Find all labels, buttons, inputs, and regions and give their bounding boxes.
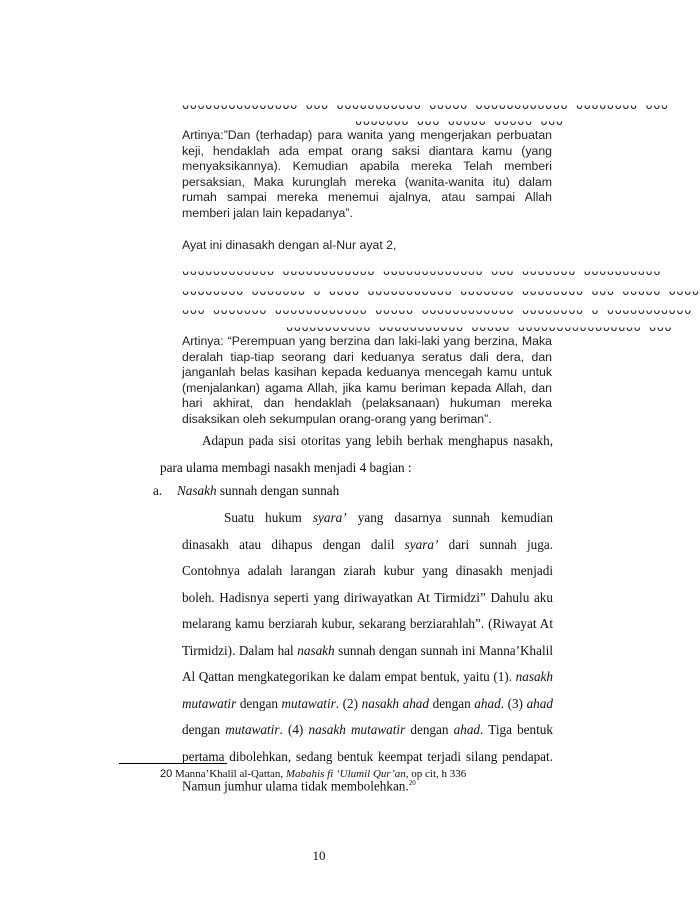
body-text: dengan bbox=[429, 695, 475, 711]
list-item-a-label: a. bbox=[153, 483, 163, 498]
footnote-text: , op cit, h 336 bbox=[405, 768, 467, 780]
body-text: sunnah dengan sunnah ini Manna’Khalil Al Qattan mengkategorikan ke dalam empat bentuk, yaitu (1). bbox=[182, 642, 553, 684]
arabic-verse-1-line-2: ᴗᴗᴗᴗᴗᴗᴗ ᴗᴗᴗ ᴗᴗᴗᴗᴗ ᴗᴗᴗᴗᴗ ᴗᴗᴗ bbox=[355, 114, 564, 128]
body-text: dengan bbox=[182, 722, 226, 737]
body-text: Suatu hukum bbox=[224, 510, 313, 525]
body-text: . (2) bbox=[335, 695, 362, 711]
list-item-a-title-italic: Nasakh bbox=[177, 483, 217, 498]
body-italic: ahad bbox=[474, 695, 501, 711]
footnote-number: 20 bbox=[160, 768, 173, 780]
body-italic: nasakh ahad bbox=[361, 695, 429, 711]
arabic-verse-2-line-1: ᴗᴗᴗᴗᴗᴗᴗᴗᴗᴗᴗᴗ ᴗᴗᴗᴗᴗᴗᴗᴗᴗᴗᴗᴗ ᴗᴗᴗᴗᴗᴗᴗᴗᴗᴗᴗᴗᴗ ᴗᴗᴗ ᴗᴗᴗᴗᴗᴗᴗ ᴗᴗᴗᴗᴗᴗᴗᴗᴗᴗ bbox=[182, 264, 661, 278]
list-item-a bbox=[153, 483, 339, 499]
translation-2: Artinya: “Perempuan yang berzina dan laki-laki yang berzina, Maka deralah tiap-tiap seorang dari keduanya seratus dali dera, dan janganlah belas kasihan kepada keduanya mencegah kamu untuk (menjalankan) agama Allah, jika kamu beriman kepada Allah, dan hari akhirat, dan hendaklah (pelaksanaan) hukuman mereka disaksikan oleh sekumpulan orang-orang yang beriman”. bbox=[182, 334, 552, 426]
arabic-verse-2-line-3: ᴗᴗᴗ ᴗᴗᴗᴗᴗᴗᴗ ᴗᴗᴗᴗᴗᴗᴗᴗᴗᴗᴗᴗ ᴗᴗᴗᴗᴗ ᴗᴗᴗᴗᴗᴗᴗᴗᴗᴗᴗᴗ ᴗᴗᴗᴗᴗᴗᴗᴗ ᴗ ᴗᴗᴗᴗᴗᴗᴗᴗᴗᴗᴗ bbox=[182, 303, 692, 317]
translation-1: Artinya:”Dan (terhadap) para wanita yang mengerjakan perbuatan keji, hendaklah ada empat orang saksi diantara kamu (yang menyaksikannya). Kemudian apabila mereka Telah memberi persaksian, Maka kurunglah mereka (wanita-wanita itu) dalam rumah sampai mereka menemui ajalnya, atau sampai Allah memberi jalan lain kepadanya”. bbox=[182, 128, 552, 220]
body-italic: nasakh mutawatir bbox=[308, 722, 406, 737]
body-text: . (3) bbox=[500, 695, 527, 711]
body-italic: mutawatir bbox=[225, 722, 280, 737]
body-italic: syara’ bbox=[404, 536, 439, 552]
footnote-separator bbox=[119, 763, 227, 764]
body-italic: syara’ bbox=[312, 510, 347, 525]
body-text: dengan bbox=[236, 695, 282, 711]
arabic-verse-2-line-2: ᴗᴗᴗᴗᴗᴗᴗᴗ ᴗᴗᴗᴗᴗᴗᴗ ᴗ ᴗᴗᴗᴗ ᴗᴗᴗᴗᴗᴗᴗᴗᴗᴗᴗ ᴗᴗᴗᴗᴗᴗᴗ ᴗᴗᴗᴗᴗᴗᴗᴗ ᴗᴗᴗ ᴗᴗᴗᴗᴗ ᴗᴗᴗᴗ bbox=[182, 284, 700, 298]
footnote-reference[interactable]: 20 bbox=[408, 779, 416, 787]
body-text: . Tiga bentuk pertama dibolehkan, sedang bentuk keempat terjadi silang pendapat. Namun jumhur ulama tidak membolehkan. bbox=[182, 722, 553, 794]
arabic-verse-2-line-4: ᴗᴗᴗᴗᴗᴗᴗᴗᴗᴗᴗ ᴗᴗᴗᴗᴗᴗᴗᴗᴗᴗᴗ ᴗᴗᴗᴗᴗ ᴗᴗᴗᴗᴗᴗᴗᴗᴗᴗᴗᴗᴗᴗᴗᴗ ᴗᴗᴗ bbox=[286, 320, 673, 334]
footnote-book-title: Mabahis fi ‘Ulumil Qur’an bbox=[285, 768, 406, 780]
paragraph-intro: Adapun pada sisi otoritas yang lebih berhak menghapus nasakh, para ulama membagi nasakh menjadi 4 bagian : bbox=[160, 433, 553, 475]
body-italic: nasakh mutawatir bbox=[182, 669, 553, 711]
body-italic: mutawatir bbox=[281, 695, 336, 711]
body-text: dari sunnah juga. Contohnya adalah larangan ziarah kubur yang dinasakh menjadi boleh. Hadisnya seperti yang diriwayatkan At Tirmidzi” Dahulu aku melarang kamu berziarah kubur, sekarang berziarahlah”. (Riwayat At Tirmidzi). Dalam hal bbox=[182, 536, 553, 658]
body-italic: ahad bbox=[526, 695, 553, 711]
arabic-verse-1-line-1: ᴗᴗᴗᴗᴗᴗᴗᴗᴗᴗᴗᴗᴗᴗᴗ ᴗᴗᴗ ᴗᴗᴗᴗᴗᴗᴗᴗᴗᴗᴗ ᴗᴗᴗᴗᴗ ᴗᴗᴗᴗᴗᴗᴗᴗᴗᴗᴗᴗ ᴗᴗᴗᴗᴗᴗᴗᴗ ᴗᴗᴗ bbox=[182, 98, 669, 112]
list-item-a-body bbox=[182, 505, 553, 800]
body-text: dengan bbox=[405, 722, 454, 737]
footnote bbox=[160, 768, 466, 780]
body-text: . (4) bbox=[279, 722, 309, 737]
body-italic: nasakh bbox=[297, 642, 335, 658]
list-item-a-title-rest: sunnah dengan sunnah bbox=[216, 483, 340, 498]
body-italic: ahad bbox=[453, 722, 481, 737]
footnote-text: Manna’Khalil al-Qattan, bbox=[172, 768, 286, 780]
page-number: 10 bbox=[312, 848, 326, 863]
ayat-intro: Ayat ini dinasakh dengan al-Nur ayat 2, bbox=[182, 238, 397, 252]
body-text: yang dasarnya sunnah kemudian dinasakh atau dihapus dengan dalil bbox=[182, 510, 553, 552]
